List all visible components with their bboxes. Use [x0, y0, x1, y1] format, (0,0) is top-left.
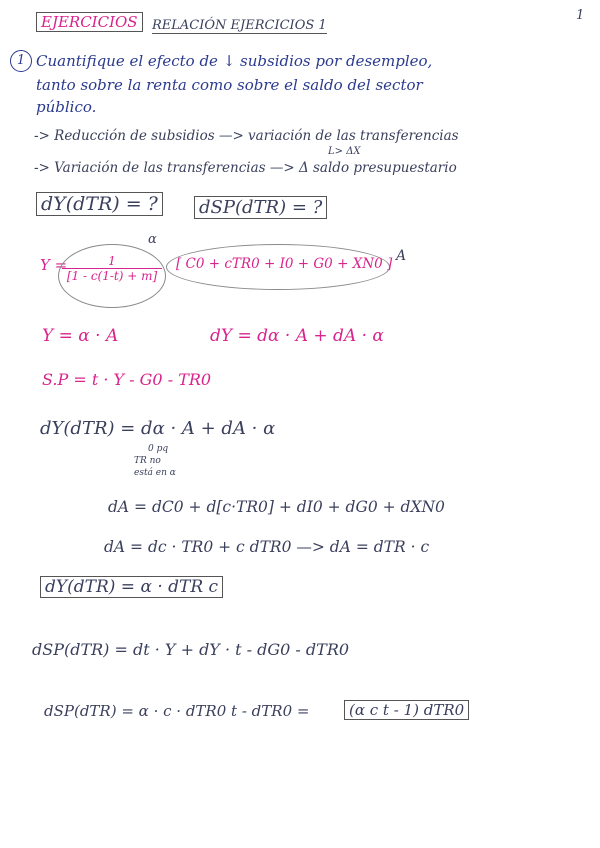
dsp-final: dSP(dTR) = α · c · dTR0 t - dTR0 =	[44, 702, 310, 720]
target-dy-box: dY(dTR) = ?	[36, 192, 163, 216]
y-alpha-a: Y = α · A	[42, 326, 119, 346]
da-line: dA = dC0 + d[c·TR0] + dI0 + dG0 + dXN0	[108, 498, 445, 516]
autonomous-bracket: [ C0 + cTR0 + I0 + G0 + XN0 ]	[176, 256, 393, 272]
reasoning-line-1-sub: L> ΔX	[328, 146, 361, 157]
note-line-2: TR no	[134, 456, 161, 466]
page-number: 1	[576, 8, 585, 23]
sp-formula: S.P = t · Y - G0 - TR0	[42, 370, 212, 389]
fraction-numerator: 1	[108, 254, 116, 268]
dsp-result-box: (α c t - 1) dTR0	[344, 700, 469, 720]
statement-line-3: público.	[36, 98, 97, 116]
a-label: A	[396, 248, 407, 264]
alpha-label: α	[148, 232, 157, 247]
header-tag: EJERCICIOS	[36, 12, 143, 32]
dy-derivation: dY(dTR) = dα · A + dA · α	[40, 418, 276, 439]
da-line-2: dA = dc · TR0 + c dTR0 —> dA = dTR · c	[104, 538, 430, 556]
alpha-fraction	[62, 254, 162, 283]
dsp-line: dSP(dTR) = dt · Y + dY · t - dG0 - dTR0	[32, 640, 350, 659]
header-title: RELACIÓN EJERCICIOS 1	[152, 18, 327, 33]
target-dsp-box: dSP(dTR) = ?	[194, 196, 327, 219]
reasoning-line-2: -> Variación de las transferencias —> Δ saldo presupuestario	[34, 160, 457, 176]
model-y-eq: Y =	[40, 256, 68, 274]
statement-line-2: tanto sobre la renta como sobre el saldo del sector	[36, 76, 423, 94]
exercise-number: 1	[10, 50, 32, 72]
fraction-denominator: [1 - c(1-t) + m]	[66, 269, 158, 283]
dy-formula: dY = dα · A + dA · α	[210, 326, 384, 346]
reasoning-line-1: -> Reducción de subsidios —> variación de las transferencias	[34, 128, 459, 144]
note-line-1: 0 pq	[148, 444, 169, 454]
result-dy-box: dY(dTR) = α · dTR c	[40, 576, 223, 598]
note-line-3: está en α	[134, 468, 176, 478]
statement-line-1: Cuantifique el efecto de ↓ subsidios por desempleo,	[36, 52, 433, 70]
